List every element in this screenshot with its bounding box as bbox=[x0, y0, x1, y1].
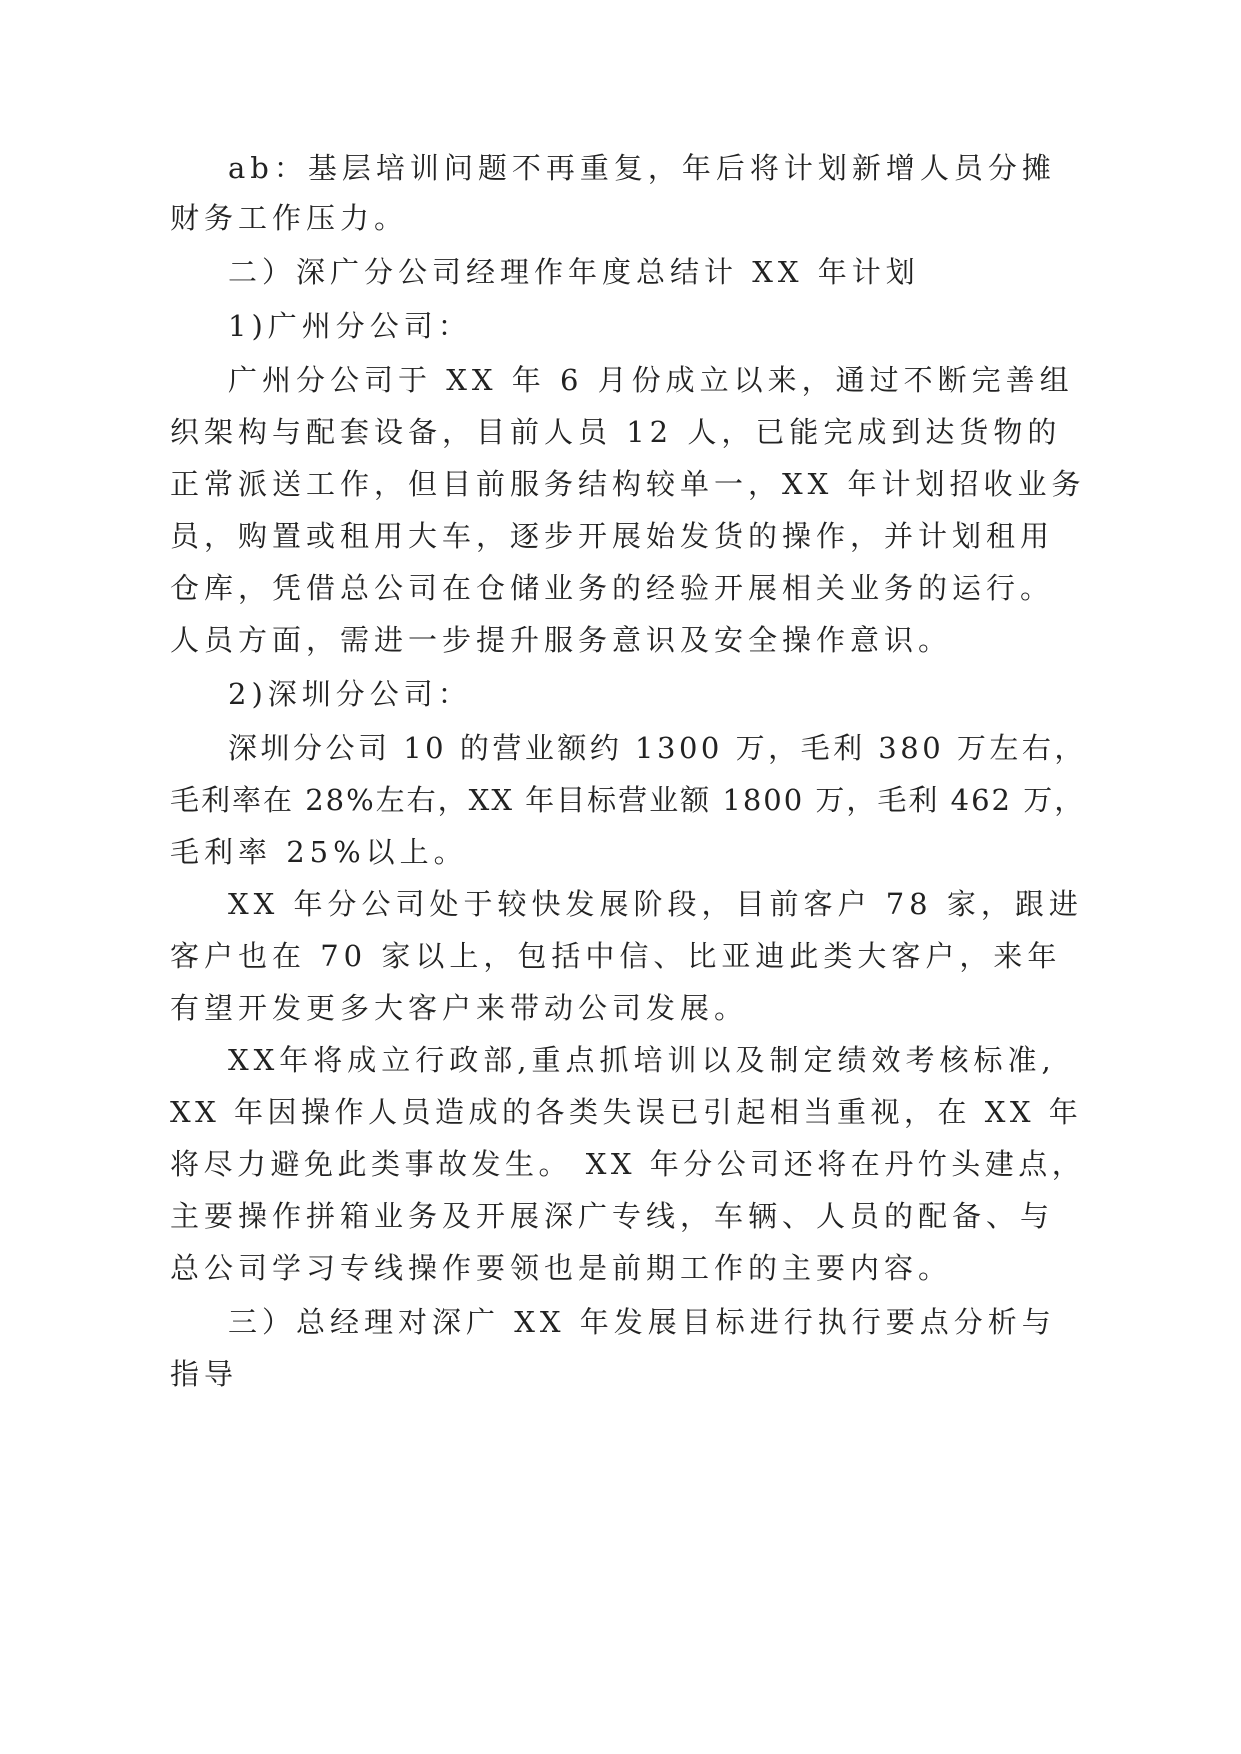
paragraph-line-18: XX年将成立行政部,重点抓培训以及制定绩效考核标准, bbox=[228, 1043, 1056, 1077]
paragraph-line-12: 深圳分公司 10 的营业额约 1300 万，毛利 380 万左右， bbox=[228, 731, 1087, 765]
section-heading-2: 二）深广分公司经理作年度总结计 XX 年计划 bbox=[228, 255, 920, 289]
paragraph-line-9: 仓库，凭借总公司在仓储业务的经验开展相关业务的运行。 bbox=[170, 571, 1055, 605]
paragraph-line-17: 有望开发更多大客户来带动公司发展。 bbox=[170, 991, 749, 1025]
paragraph-line-10: 人员方面，需进一步提升服务意识及安全操作意识。 bbox=[170, 623, 953, 657]
paragraph-line-21: 主要操作拼箱业务及开展深广专线，车辆、人员的配备、与 bbox=[170, 1199, 1055, 1233]
paragraph-line-24: 指导 bbox=[170, 1357, 239, 1391]
paragraph-line-19: XX 年因操作人员造成的各类失误已引起相当重视，在 XX 年 bbox=[170, 1095, 1083, 1129]
paragraph-line-7: 正常派送工作，但目前服务结构较单一，XX 年计划招收业务 bbox=[170, 467, 1086, 501]
paragraph-line-2: 财务工作压力。 bbox=[170, 201, 409, 235]
paragraph-line-13: 毛利率在 28%左右，XX 年目标营业额 1800 万，毛利 462 万， bbox=[170, 783, 1086, 817]
paragraph-line-22: 总公司学习专线操作要领也是前期工作的主要内容。 bbox=[170, 1251, 953, 1285]
paragraph-line-14: 毛利率 25%以上。 bbox=[170, 835, 468, 869]
paragraph-line-6: 织架构与配套设备，目前人员 12 人，已能完成到达货物的 bbox=[170, 415, 1062, 449]
subsection-heading-guangzhou: 1)广州分公司： bbox=[228, 309, 472, 343]
section-heading-3: 三）总经理对深广 XX 年发展目标进行执行要点分析与 bbox=[228, 1305, 1056, 1339]
paragraph-line-1: ab：基层培训问题不再重复，年后将计划新增人员分摊 bbox=[228, 151, 1056, 185]
subsection-heading-shenzhen: 2)深圳分公司： bbox=[228, 677, 472, 711]
paragraph-line-5: 广州分公司于 XX 年 6 月份成立以来，通过不断完善组 bbox=[228, 363, 1074, 397]
paragraph-line-15: XX 年分公司处于较快发展阶段，目前客户 78 家，跟进 bbox=[228, 887, 1083, 921]
paragraph-line-16: 客户也在 70 家以上，包括中信、比亚迪此类大客户，来年 bbox=[170, 939, 1062, 973]
paragraph-line-8: 员，购置或租用大车，逐步开展始发货的操作，并计划租用 bbox=[170, 519, 1055, 553]
paragraph-line-20: 将尽力避免此类事故发生。 XX 年分公司还将在丹竹头建点， bbox=[170, 1147, 1086, 1181]
